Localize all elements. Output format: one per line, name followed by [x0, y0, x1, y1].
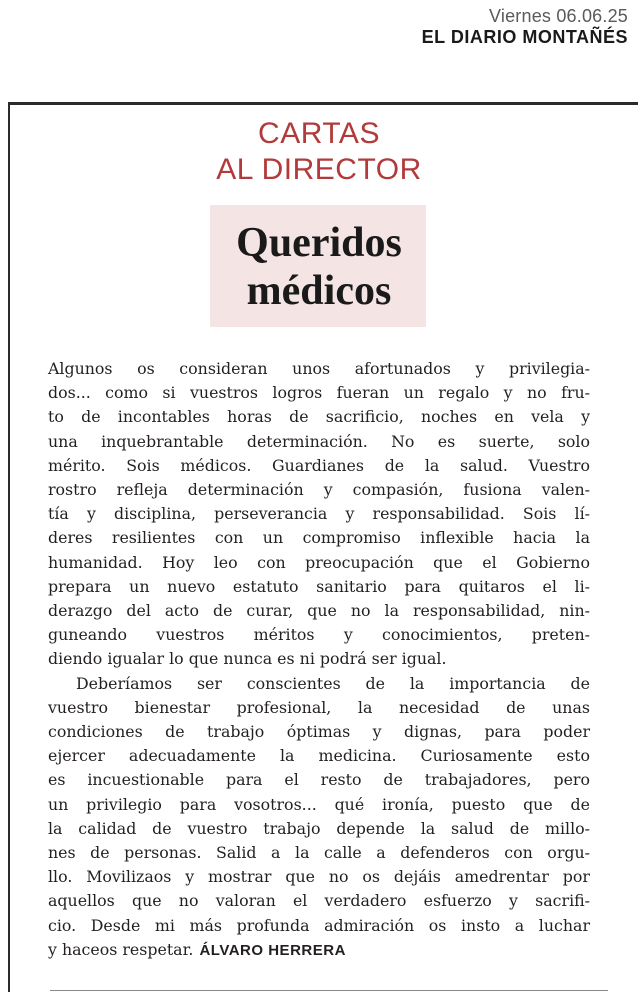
text-line: to de incontables horas de sacrificio, noches en vela y: [48, 407, 590, 427]
text-line: rostro refleja determinación y compasión, fusiona valen-: [48, 480, 590, 500]
paragraph-1: [48, 357, 590, 672]
text-line: derazgo del acto de curar, que no la responsabilidad, nin-: [48, 601, 590, 621]
text-line: cio. Desde mi más profunda admiración os insto a luchar: [48, 915, 590, 935]
text-line: Deberíamos ser conscientes de la importancia de: [76, 673, 590, 693]
final-line: [48, 938, 590, 963]
headline-line: médicos: [246, 268, 392, 314]
text-line: llo. Movilizaos y mostrar que no os dejáis amedrentar por: [48, 867, 590, 887]
text-line: dos... como si vuestros logros fueran un regalo y no fru-: [48, 383, 590, 403]
text-line: ejercer adecuadamente la medicina. Curiosamente esto: [48, 746, 590, 766]
text-line: Algunos os consideran unos afortunados y privilegia-: [48, 359, 590, 378]
paragraph-2: [48, 672, 590, 963]
article-body: [48, 357, 590, 963]
text-line: mérito. Sois médicos. Guardianes de la salud. Vuestro: [48, 455, 590, 475]
text-line: diendo igualar lo que nunca es ni podrá ser igual.: [48, 649, 447, 669]
headline: [0, 219, 638, 315]
text-line: aquellos que no valoran el verdadero esfuerzo y sacrifi-: [48, 891, 590, 911]
masthead: [422, 6, 628, 48]
text-line: es incuestionable para el resto de trabajadores, pero: [48, 770, 590, 790]
bottom-divider: [50, 990, 608, 991]
publication-date: Viernes 06.06.25: [489, 6, 628, 26]
section-title-line: AL DIRECTOR: [216, 153, 422, 186]
text-line: un privilegio para vosotros... qué ironía, puesto que de: [48, 794, 590, 814]
section-title: [0, 116, 638, 188]
text-line: prepara un nuevo estatuto sanitario para quitaros el li-: [48, 576, 590, 596]
text-line: la calidad de vuestro trabajo depende la salud de millo-: [48, 818, 590, 838]
text-line: guneando vuestros méritos y conocimientos, preten-: [48, 625, 590, 645]
text-line: y haceos respetar.: [48, 939, 194, 959]
top-divider: [8, 102, 638, 105]
text-line: una inquebrantable determinación. No es suerte, solo: [48, 431, 590, 451]
text-line: condiciones de trabajo óptimas y dignas, para poder: [48, 722, 590, 742]
text-line: deres resilientes con un compromiso inflexible hacia la: [48, 528, 590, 548]
newspaper-name: EL DIARIO MONTAÑÉS: [421, 27, 628, 47]
text-line: vuestro bienestar profesional, la necesidad de unas: [48, 697, 590, 717]
section-title-line: CARTAS: [258, 117, 380, 150]
text-line: humanidad. Hoy leo con preocupación que el Gobierno: [48, 552, 590, 572]
author-signature: ÁLVARO HERRERA: [199, 941, 346, 959]
text-line: tía y disciplina, perseverancia y responsabilidad. Sois lí-: [48, 504, 590, 524]
headline-line: Queridos: [236, 220, 402, 266]
text-line: nes de personas. Salid a la calle a defenderos con orgu-: [48, 843, 590, 863]
